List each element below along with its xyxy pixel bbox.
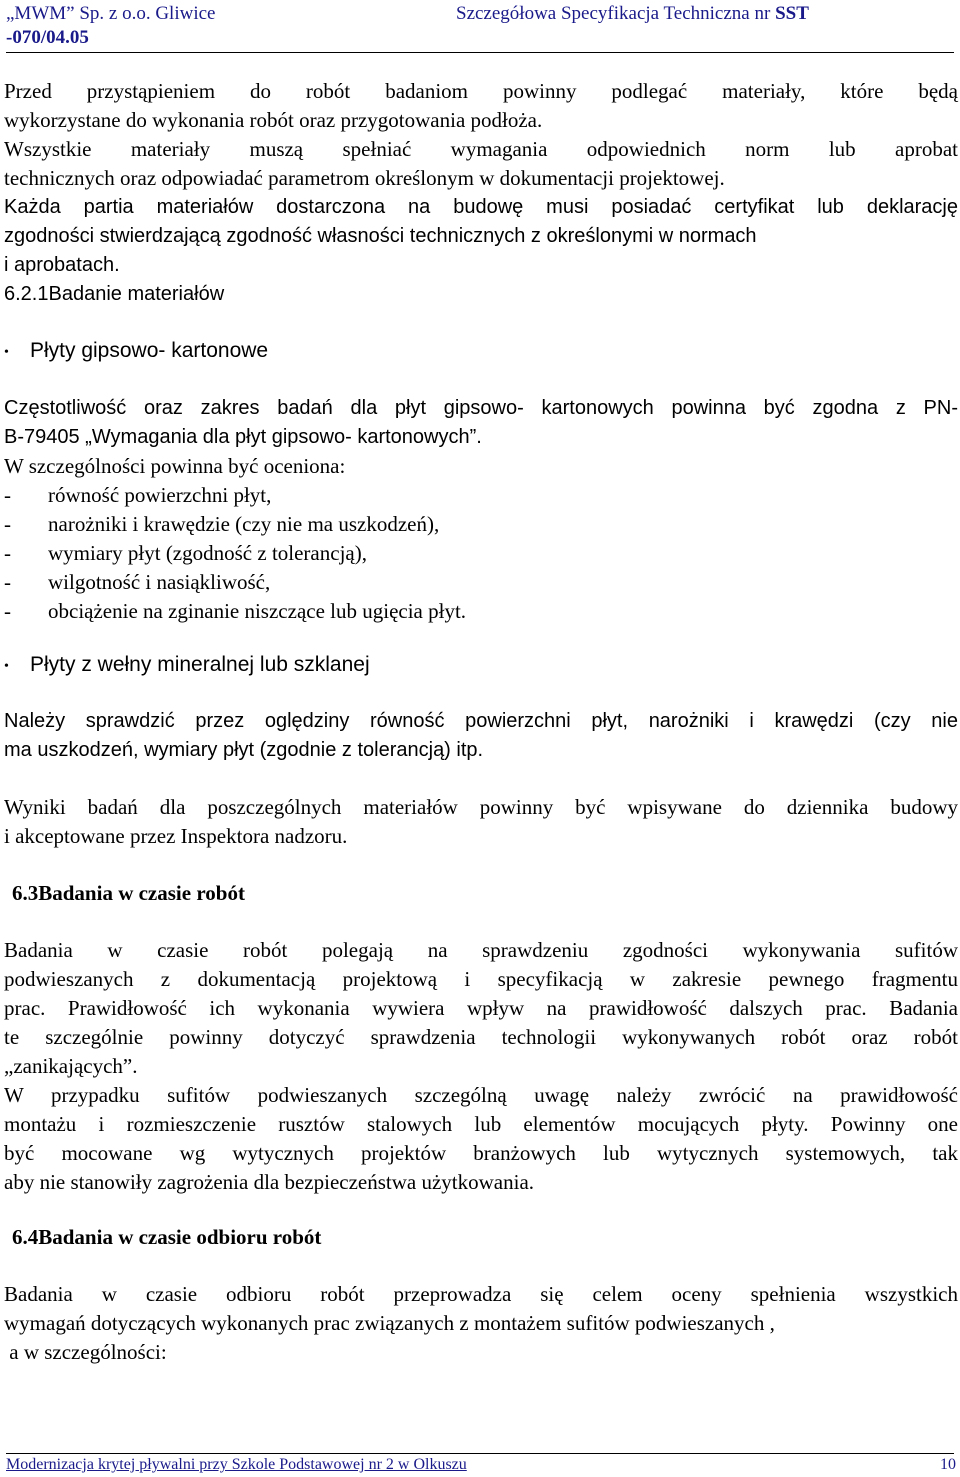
p7-line-4: aby nie stanowiły zagrożenia dla bezpieczeństwa użytkowania. [4,1170,535,1194]
page-number: 10 [940,1456,956,1473]
footer-divider [6,1453,954,1454]
dash-item-5: obciążenie na zginanie niszczące lub ugięcia płyt. [48,599,467,623]
bullet-item-2: Płyty z wełny mineralnej lub szklanej [30,653,370,676]
p3-line-1: Częstotliwość oraz zakres badań dla płyt gipsowo- kartonowych powinna być zgodna z PN- [4,397,958,419]
p5-line-1: Wyniki badań dla poszczególnych materiałów powinny być wpisywane do dziennika budowy [4,795,958,819]
header-spec-code: SST [775,3,809,24]
dash-item-1: równość powierzchni płyt, [48,483,272,507]
p4-line-1: Należy sprawdzić przez oględziny równość powierzchni płyt, narożniki i krawędzi (czy nie [4,710,958,732]
dash-marker-2: - [4,512,11,536]
section-621-heading: 6.2.1Badanie materiałów [4,283,225,305]
p3-line-3: W szczególności powinna być oceniona: [4,454,346,478]
p2-line-2: zgodności stwierdzającą zgodność własności technicznych z określonymi w normach [4,225,757,247]
bullet-item-1: Płyty gipsowo- kartonowe [30,339,269,362]
dash-item-2: narożniki i krawędzie (czy nie ma uszkodzeń), [48,512,440,536]
p6-line-4: te szczególnie powinny dotyczyć sprawdzenia technologii wykonywanych robót oraz robót [4,1025,958,1049]
dash-item-3: wymiary płyt (zgodność z tolerancją), [48,541,367,565]
p6-line-2: podwieszanych z dokumentacją projektową i specyfikacją w zakresie pewnego fragmentu [4,967,958,991]
p8-line-2: wymagań dotyczących wykonanych prac związanych z montażem sufitów podwieszanych , [4,1311,775,1335]
p6-line-3: prac. Prawidłowość ich wykonania wywiera wpływ na prawidłowość dalszych prac. Badania [4,996,958,1020]
footer-title: Modernizacja krytej pływalni przy Szkole Podstawowej nr 2 w Olkuszu [6,1456,467,1473]
p6-line-1: Badania w czasie robót polegają na sprawdzeniu zgodności wykonywania sufitów [4,938,958,962]
p2-line-1: Każda partia materiałów dostarczona na budowę musi posiadać certyfikat lub deklarację [4,196,958,218]
p1-line-3: Wszystkie materiały muszą spełniać wymagania odpowiednich norm lub aprobat [4,137,958,161]
header-left [6,2,215,50]
p8-line-3: a w szczególności: [4,1340,167,1364]
p1-line-1: Przed przystąpieniem do robót badaniom powinny podlegać materiały, które będą [4,79,958,103]
p7-line-3: być mocowane wg wytycznych projektów branżowych lub wytycznych systemowych, tak [4,1141,958,1165]
dash-marker-1: - [4,483,11,507]
dash-marker-3: - [4,541,11,565]
p5-line-2: i akceptowane przez Inspektora nadzoru. [4,824,348,848]
header-spec [456,2,809,26]
p7-line-2: montażu i rozmieszczenie rusztów stalowych lub elementów mocujących płyty. Powinny one [4,1112,958,1136]
header-doc-id: -070/04.05 [6,27,89,48]
header-spec-prefix: Szczegółowa Specyfikacja Techniczna nr [456,3,776,24]
header-divider [6,52,954,53]
section-63-heading: 6.3Badania w czasie robót [12,881,245,905]
bullet-dot-1: • [4,345,9,360]
section-64-heading: 6.4Badania w czasie odbioru robót [12,1225,322,1249]
dash-item-4: wilgotność i nasiąkliwość, [48,570,271,594]
p1-line-4: technicznych oraz odpowiadać parametrom określonym w dokumentacji projektowej. [4,166,725,190]
p1-line-2: wykorzystane do wykonania robót oraz przygotowania podłoża. [4,108,543,132]
dash-marker-4: - [4,570,11,594]
p2-line-3: i aprobatach. [4,254,120,276]
bullet-dot-2: • [4,659,9,674]
p8-line-1: Badania w czasie odbioru robót przeprowadza się celem oceny spełnienia wszystkich [4,1282,958,1306]
header-company: „MWM” Sp. z o.o. Gliwice [6,3,216,24]
p7-line-1: W przypadku sufitów podwieszanych szczególną uwagę należy zwrócić na prawidłowość [4,1083,958,1107]
p4-line-2: ma uszkodzeń, wymiary płyt (zgodnie z tolerancją) itp. [4,739,484,761]
p6-line-5: „zanikających”. [4,1054,138,1078]
dash-marker-5: - [4,599,11,623]
p3-line-2: B-79405 „Wymagania dla płyt gipsowo- kartonowych”. [4,426,482,448]
